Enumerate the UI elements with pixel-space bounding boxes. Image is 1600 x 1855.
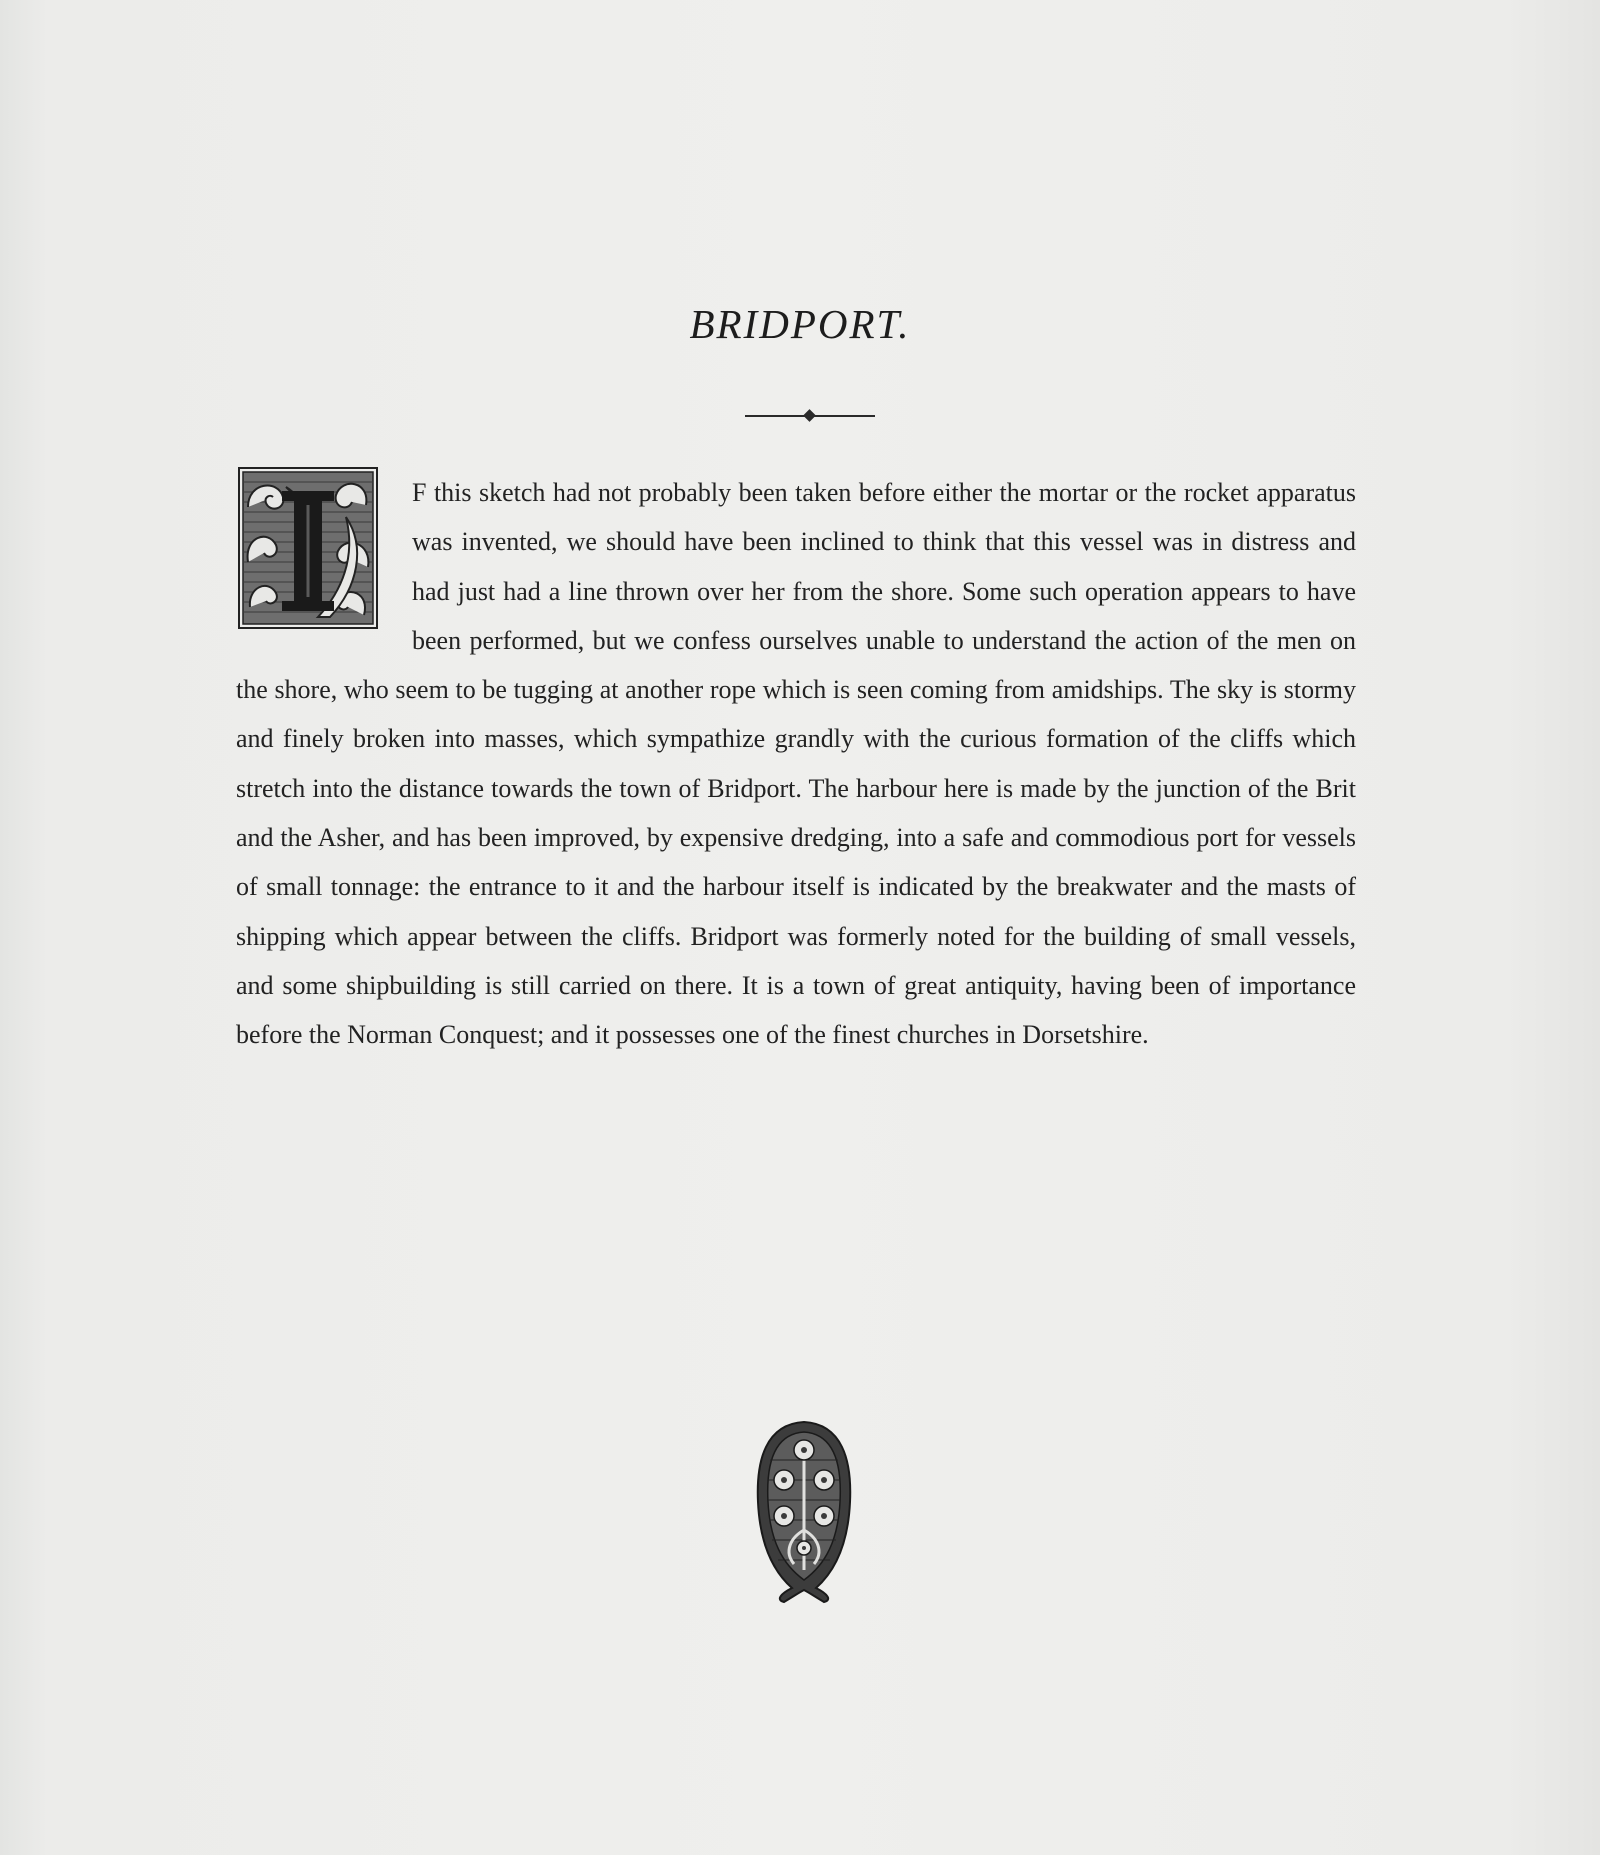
page-title: BRIDPORT. [689, 301, 911, 347]
drop-cap-space [236, 468, 412, 664]
floral-tailpiece-icon [754, 1420, 854, 1604]
article-body-text: F this sketch had not probably been taken before either the mortar or the rocket apparatus was invented, we should have been inclined to think that this vessel was in distress and had just had a line thrown over her from the shore. Some such operation appears to have been performed, but we confess ourselves unable to understand the action of the men on the shore, who seem to be tugging at another rope which is seen coming from amidships. The sky is stormy and finely broken into masses, which sympathize grandly with the curious formation of the cliffs which stretch into the distance towards the town of Bridport. The harbour here is made by the junction of the Brit and the Asher, and has been improved, by expensive dredging, into a safe and commodious port for vessels of small tonnage: the entrance to it and the harbour itself is indicated by the breakwater and the masts of shipping which appear between the cliffs. Bridport was formerly noted for the building of small vessels, and some shipbuilding is still carried on there. It is a town of great antiquity, having been of importance before the Norman Conquest; and it possesses one of the finest churches in Dorsetshire. [236, 478, 1356, 1050]
divider-diamond-icon [803, 409, 816, 422]
article-body [236, 468, 1356, 1060]
